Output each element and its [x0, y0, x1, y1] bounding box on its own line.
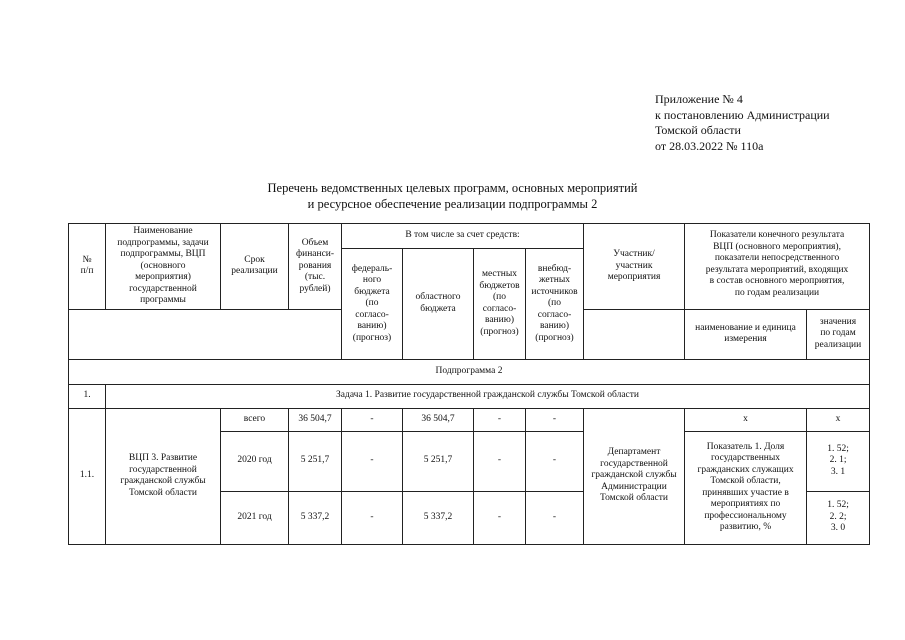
document-title	[0, 181, 905, 212]
regional-cell: 5 251,7	[403, 431, 474, 491]
header-regional: областного бюджета	[403, 249, 474, 360]
volume-cell: 36 504,7	[289, 408, 342, 431]
volume-cell: 5 337,2	[289, 491, 342, 544]
extrabudget-cell: -	[526, 491, 584, 544]
regional-cell: 36 504,7	[403, 408, 474, 431]
header-volume: Объем финанси- рования (тыс. рублей)	[289, 224, 342, 310]
federal-cell: -	[342, 491, 403, 544]
header-spacer	[584, 309, 685, 359]
header-including: В том числе за счет средств:	[342, 224, 584, 249]
header-federal: федераль- ного бюджета (по согласо- ванию) (прогноз)	[342, 249, 403, 360]
extrabudget-cell: -	[526, 431, 584, 491]
indicator-value-cell: 1. 52; 2. 1; 3. 1	[807, 431, 870, 491]
local-cell: -	[474, 491, 526, 544]
header-indicator-name: наименование и единица измерения	[685, 309, 807, 359]
header-name: Наименование подпрограммы, задачи подпрограммы, ВЦП (основного мероприятия) государственной программы	[106, 224, 221, 310]
term-cell: 2021 год	[221, 491, 289, 544]
term-cell: всего	[221, 408, 289, 431]
appendix-line: Томской области	[655, 123, 741, 137]
regional-cell: 5 337,2	[403, 491, 474, 544]
federal-cell: -	[342, 431, 403, 491]
header-term: Срок реализации	[221, 224, 289, 310]
extrabudget-cell: -	[526, 408, 584, 431]
header-local: местных бюджетов (по согласо- ванию) (прогноз)	[474, 249, 526, 360]
appendix-block	[655, 92, 830, 154]
title-line: Перечень ведомственных целевых программ, основных мероприятий	[267, 181, 638, 195]
vcp-name: ВЦП 3. Развитие государственной гражданской службы Томской области	[106, 408, 221, 544]
local-cell: -	[474, 431, 526, 491]
indicator-name-cell: х	[685, 408, 807, 431]
indicator-text: Показатель 1. Доля государственных гражданских служащих Томской области, принявших участие в мероприятиях по профессиональному развитию, %	[685, 431, 807, 544]
title-line: и ресурсное обеспечение реализации подпрограммы 2	[307, 196, 598, 211]
appendix-line: от 28.03.2022 № 110а	[655, 138, 764, 153]
indicator-value-cell: 1. 52; 2. 2; 3. 0	[807, 491, 870, 544]
term-cell: 2020 год	[221, 431, 289, 491]
volume-cell: 5 251,7	[289, 431, 342, 491]
header-spacer	[69, 309, 342, 359]
task-number: 1.	[69, 384, 106, 408]
subprogram-row: Подпрограмма 2	[69, 359, 870, 384]
task-text: Задача 1. Развитие государственной гражданской службы Томской области	[106, 384, 870, 408]
program-table	[68, 223, 870, 545]
header-num: № п/п	[69, 224, 106, 310]
header-participant: Участник/ участник мероприятия	[584, 224, 685, 310]
appendix-line: к постановлению Администрации	[655, 107, 830, 122]
header-indicator-values: значения по годам реализации	[807, 309, 870, 359]
vcp-number: 1.1.	[69, 408, 106, 544]
indicator-value-cell: х	[807, 408, 870, 431]
header-indicators: Показатели конечного результата ВЦП (основного мероприятия), показатели непосредственного результата мероприятий, входящих в состав основного мероприятия, по годам реализации	[685, 224, 870, 310]
local-cell: -	[474, 408, 526, 431]
header-extrabudget: внебюд- жетных источников (по согласо- ванию) (прогноз)	[526, 249, 584, 360]
federal-cell: -	[342, 408, 403, 431]
appendix-line: Приложение № 4	[655, 92, 743, 106]
participant-cell: Департамент государственной гражданской службы Администрации Томской области	[584, 408, 685, 544]
